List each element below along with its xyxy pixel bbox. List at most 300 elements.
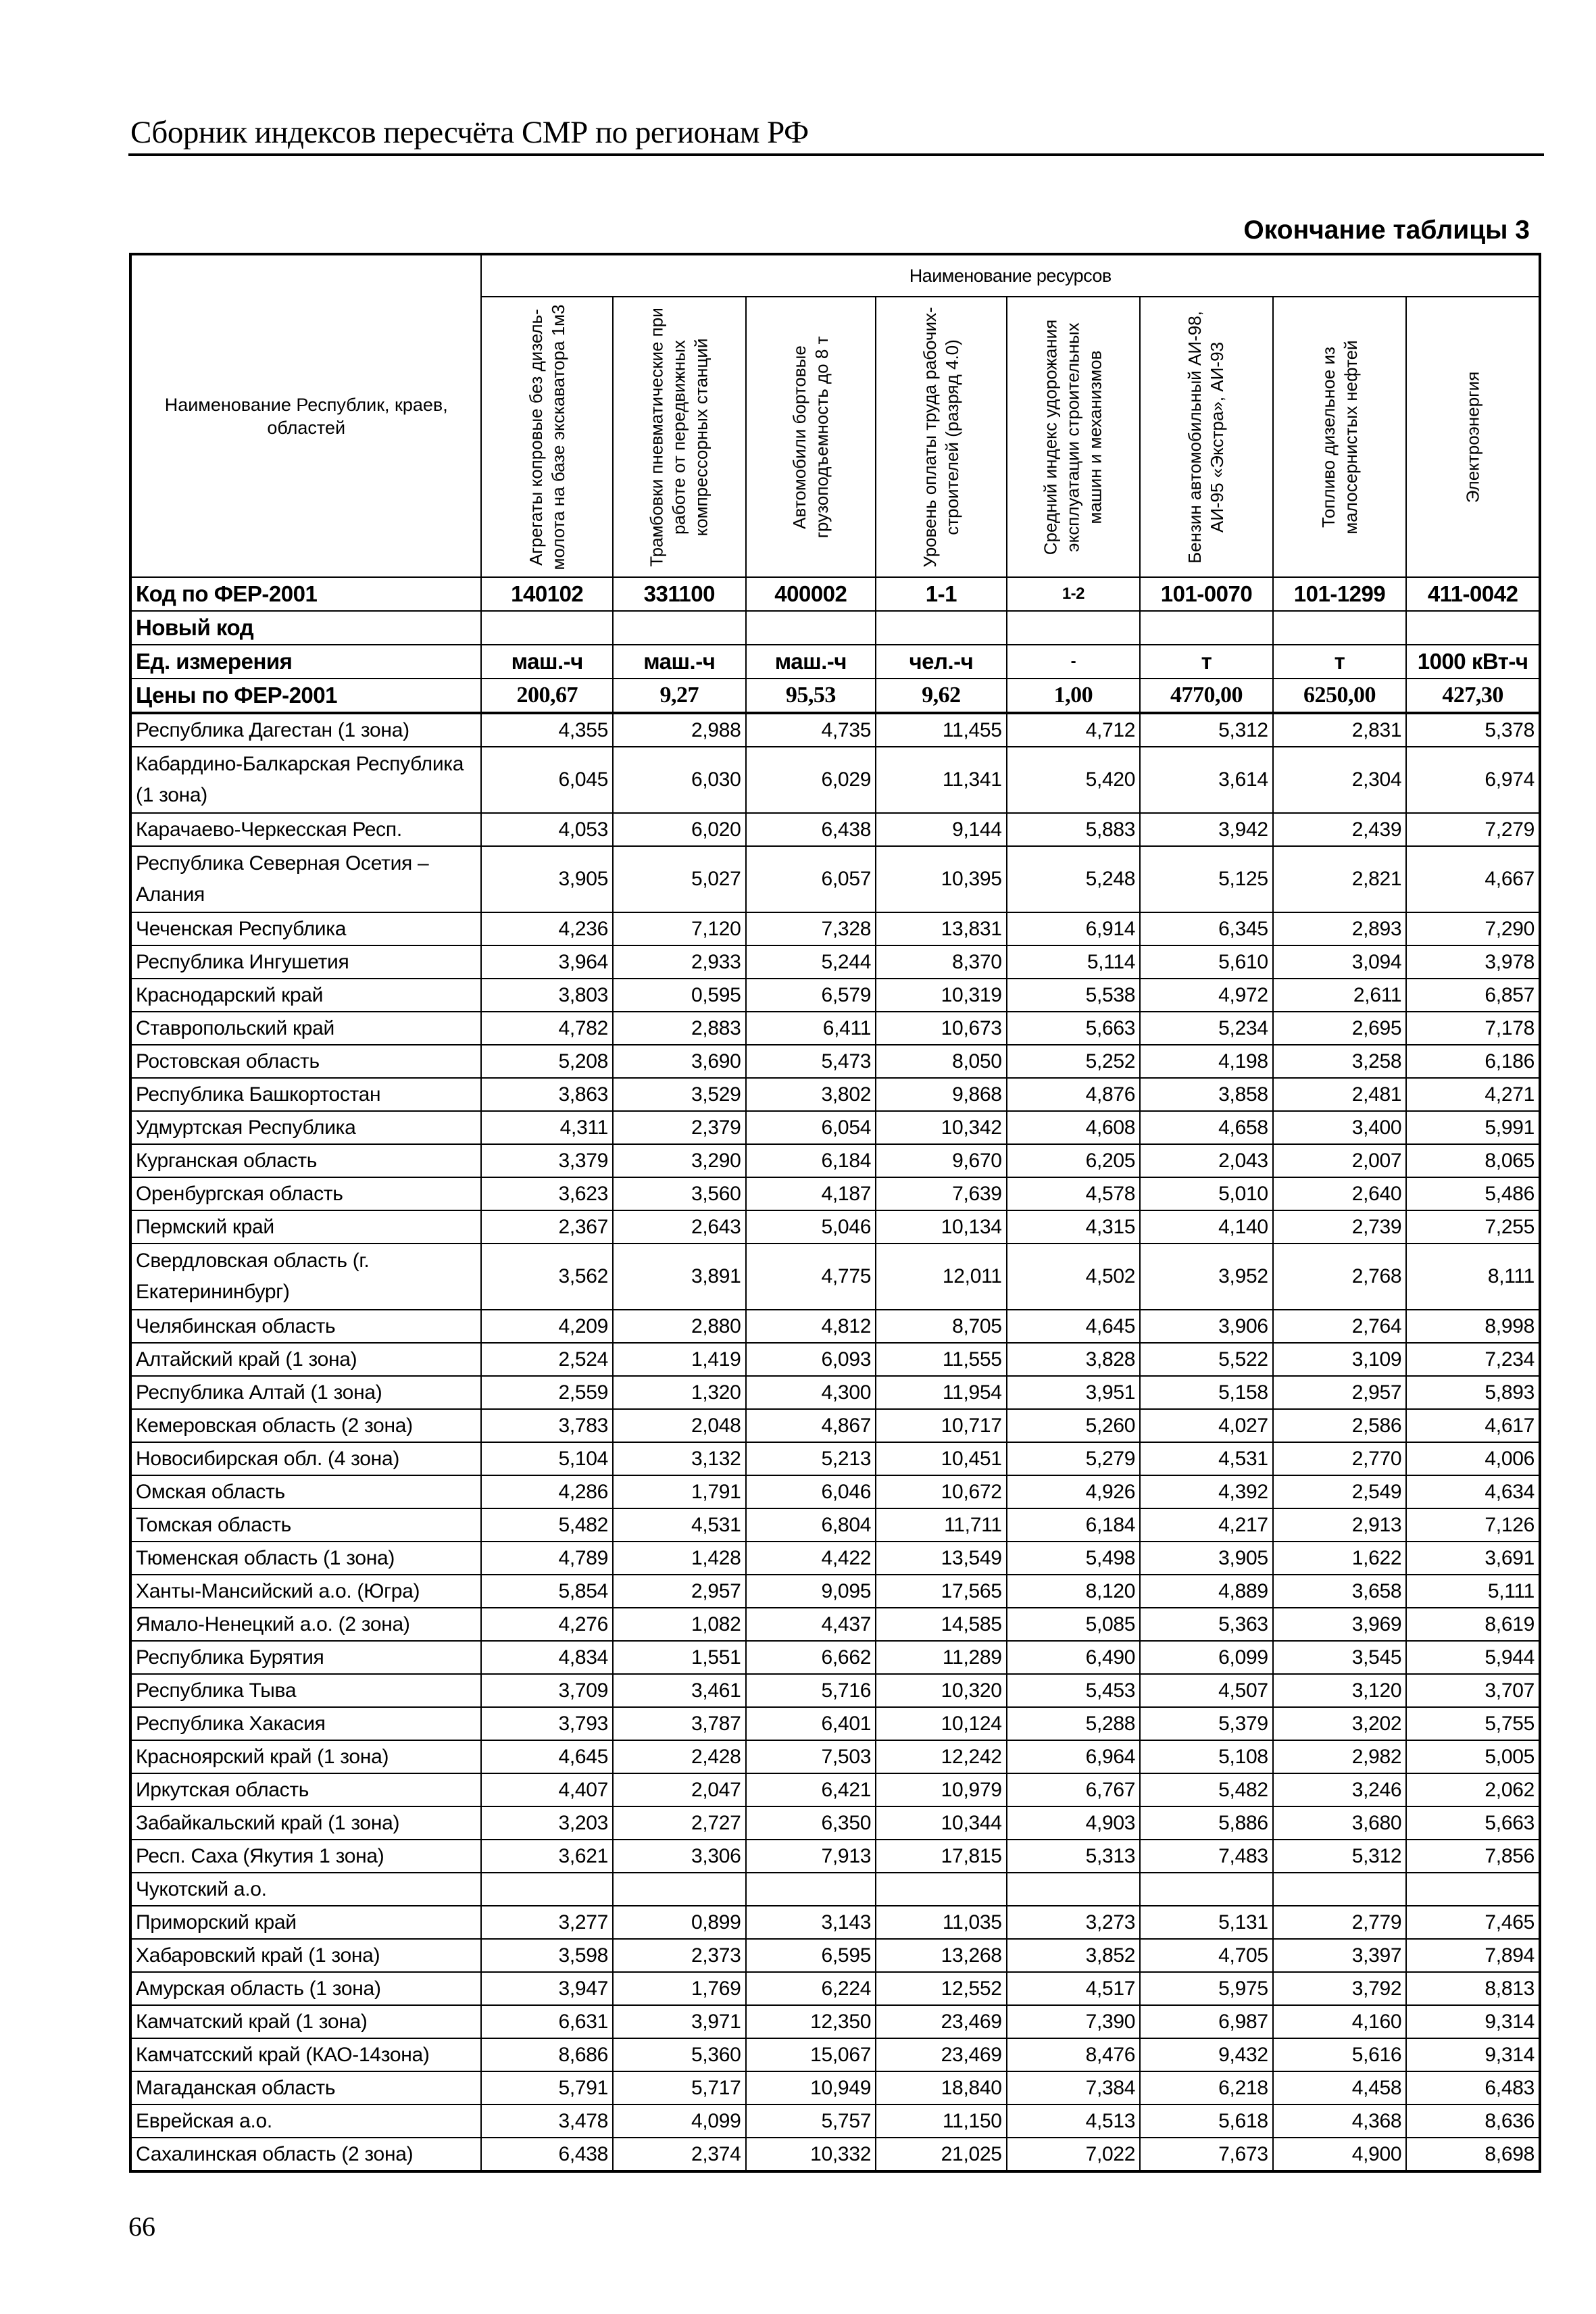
index-value: 3,258 — [1273, 1045, 1407, 1078]
table-row — [130, 1972, 1540, 2005]
region-name: Пермский край — [130, 1210, 481, 1244]
index-value: 3,680 — [1273, 1806, 1407, 1840]
region-name: Республика Тыва — [130, 1674, 481, 1707]
index-value: 2,047 — [613, 1773, 746, 1806]
index-value: 4,276 — [481, 1608, 613, 1641]
index-value: 2,048 — [613, 1409, 746, 1442]
resource-header: Электроэнергия — [1406, 297, 1540, 577]
index-value: 3,787 — [613, 1707, 746, 1740]
index-value: 5,716 — [746, 1674, 876, 1707]
index-value: 17,815 — [876, 1840, 1007, 1873]
index-value: 23,469 — [876, 2005, 1007, 2038]
region-name: Камчатсский край (КАО-14зона) — [130, 2038, 481, 2071]
index-value: 12,552 — [876, 1972, 1007, 2005]
index-value: 11,289 — [876, 1641, 1007, 1674]
index-value: 2,695 — [1273, 1012, 1407, 1045]
index-value: 5,104 — [481, 1442, 613, 1475]
index-value: 2,611 — [1273, 979, 1407, 1012]
index-value: 2,768 — [1273, 1244, 1407, 1310]
table-row — [130, 846, 1540, 912]
index-value: 6,184 — [1007, 1508, 1141, 1542]
table-row — [130, 1111, 1540, 1144]
index-value: 3,803 — [481, 979, 613, 1012]
index-value: 1,419 — [613, 1343, 746, 1376]
table-row — [130, 2038, 1540, 2071]
index-value: 5,131 — [1140, 1906, 1273, 1939]
index-value: 3,690 — [613, 1045, 746, 1078]
region-name: Алтайский край (1 зона) — [130, 1343, 481, 1376]
index-value: 6,411 — [746, 1012, 876, 1045]
index-value: 1,551 — [613, 1641, 746, 1674]
index-value: 5,538 — [1007, 979, 1141, 1012]
index-value: 8,698 — [1406, 2138, 1540, 2171]
index-value — [1140, 1873, 1273, 1906]
index-value: 7,856 — [1406, 1840, 1540, 1873]
index-value: 3,598 — [481, 1939, 613, 1972]
index-value: 5,498 — [1007, 1542, 1141, 1575]
index-value: 3,709 — [481, 1674, 613, 1707]
index-value: 10,451 — [876, 1442, 1007, 1475]
index-value: 10,949 — [746, 2071, 876, 2104]
region-name: Кабардино-Балкарская Республика (1 зона) — [130, 747, 481, 813]
price-cell: 200,67 — [481, 679, 613, 713]
region-name: Республика Башкортостан — [130, 1078, 481, 1111]
region-name: Томская область — [130, 1508, 481, 1542]
price-cell: 4770,00 — [1140, 679, 1273, 713]
index-value: 5,453 — [1007, 1674, 1141, 1707]
index-value: 5,312 — [1273, 1840, 1407, 1873]
unit-cell: чел.-ч — [876, 645, 1007, 679]
index-value: 6,857 — [1406, 979, 1540, 1012]
page-number: 66 — [128, 2211, 155, 2242]
index-value: 7,673 — [1140, 2138, 1273, 2171]
table-row — [130, 2104, 1540, 2138]
index-value: 3,891 — [613, 1244, 746, 1310]
index-value — [746, 1873, 876, 1906]
index-value: 8,370 — [876, 945, 1007, 979]
region-name: Чеченская Республика — [130, 912, 481, 945]
code-cell: 101-1299 — [1273, 577, 1407, 611]
resource-header: Автомобили бортовые грузоподъемность до 8 т — [746, 297, 876, 577]
index-value: 10,395 — [876, 846, 1007, 912]
index-value: 5,158 — [1140, 1376, 1273, 1409]
index-value: 2,428 — [613, 1740, 746, 1773]
index-value: 3,858 — [1140, 1078, 1273, 1111]
code-cell: 140102 — [481, 577, 613, 611]
table-row — [130, 713, 1540, 747]
region-name: Забайкальский край (1 зона) — [130, 1806, 481, 1840]
table-row — [130, 1012, 1540, 1045]
index-value: 2,643 — [613, 1210, 746, 1244]
index-value: 1,769 — [613, 1972, 746, 2005]
region-name: Чукотский а.о. — [130, 1873, 481, 1906]
index-value: 6,438 — [746, 813, 876, 846]
index-value: 3,905 — [1140, 1542, 1273, 1575]
index-table — [129, 253, 1541, 2173]
region-name: Республика Дагестан (1 зона) — [130, 713, 481, 747]
unit-cell: маш.-ч — [481, 645, 613, 679]
index-value: 5,085 — [1007, 1608, 1141, 1641]
index-value: 7,255 — [1406, 1210, 1540, 1244]
resource-header: Уровень оплаты труда рабочих-строителей (разряд 4.0) — [876, 297, 1007, 577]
index-value: 7,279 — [1406, 813, 1540, 846]
index-value: 10,344 — [876, 1806, 1007, 1840]
index-value: 5,260 — [1007, 1409, 1141, 1442]
index-value: 4,876 — [1007, 1078, 1141, 1111]
code-cell: 400002 — [746, 577, 876, 611]
new-code-cell — [1273, 611, 1407, 645]
index-value: 6,490 — [1007, 1641, 1141, 1674]
index-value: 10,979 — [876, 1773, 1007, 1806]
index-value: 4,667 — [1406, 846, 1540, 912]
region-name: Еврейская а.о. — [130, 2104, 481, 2138]
index-value: 4,531 — [1140, 1442, 1273, 1475]
region-name: Карачаево-Черкесская Респ. — [130, 813, 481, 846]
index-value: 2,880 — [613, 1310, 746, 1343]
unit-label: Ед. измерения — [130, 645, 481, 679]
index-value: 5,312 — [1140, 713, 1273, 747]
index-value: 8,998 — [1406, 1310, 1540, 1343]
index-value: 3,793 — [481, 1707, 613, 1740]
index-value: 11,954 — [876, 1376, 1007, 1409]
index-value: 5,420 — [1007, 747, 1141, 813]
index-value: 5,379 — [1140, 1707, 1273, 1740]
index-value: 3,802 — [746, 1078, 876, 1111]
index-value: 6,438 — [481, 2138, 613, 2171]
index-value: 3,707 — [1406, 1674, 1540, 1707]
index-value: 2,727 — [613, 1806, 746, 1840]
table-row — [130, 1840, 1540, 1873]
region-name: Оренбургская область — [130, 1177, 481, 1210]
table-row — [130, 1144, 1540, 1177]
index-value: 5,244 — [746, 945, 876, 979]
index-value: 6,054 — [746, 1111, 876, 1144]
index-value: 10,673 — [876, 1012, 1007, 1045]
index-value: 5,854 — [481, 1575, 613, 1608]
index-value: 4,867 — [746, 1409, 876, 1442]
table-row — [130, 912, 1540, 945]
index-value: 15,067 — [746, 2038, 876, 2071]
index-value: 5,378 — [1406, 713, 1540, 747]
region-name: Республика Алтай (1 зона) — [130, 1376, 481, 1409]
index-value: 14,585 — [876, 1608, 1007, 1641]
index-value: 2,373 — [613, 1939, 746, 1972]
index-value: 2,988 — [613, 713, 746, 747]
index-value: 3,203 — [481, 1806, 613, 1840]
index-value: 3,828 — [1007, 1343, 1141, 1376]
index-value: 10,320 — [876, 1674, 1007, 1707]
table-row — [130, 1939, 1540, 1972]
table-row — [130, 1740, 1540, 1773]
index-value: 3,783 — [481, 1409, 613, 1442]
index-value: 4,422 — [746, 1542, 876, 1575]
index-value: 10,124 — [876, 1707, 1007, 1740]
region-name: Сахалинская область (2 зона) — [130, 2138, 481, 2171]
index-value: 4,217 — [1140, 1508, 1273, 1542]
index-value: 5,486 — [1406, 1177, 1540, 1210]
resource-header: Агрегаты копровые без дизель-молота на базе экскаватора 1м3 — [481, 297, 613, 577]
index-value: 6,029 — [746, 747, 876, 813]
index-value: 3,273 — [1007, 1906, 1141, 1939]
index-value: 5,757 — [746, 2104, 876, 2138]
index-value: 3,952 — [1140, 1244, 1273, 1310]
index-value: 6,595 — [746, 1939, 876, 1972]
index-value: 4,355 — [481, 713, 613, 747]
index-value: 9,868 — [876, 1078, 1007, 1111]
index-value: 3,964 — [481, 945, 613, 979]
index-value: 5,663 — [1406, 1806, 1540, 1840]
index-value: 4,053 — [481, 813, 613, 846]
index-value: 6,345 — [1140, 912, 1273, 945]
index-value: 4,972 — [1140, 979, 1273, 1012]
index-value: 5,610 — [1140, 945, 1273, 979]
table-row — [130, 1773, 1540, 1806]
index-value: 4,617 — [1406, 1409, 1540, 1442]
index-value: 4,658 — [1140, 1111, 1273, 1144]
index-value: 10,717 — [876, 1409, 1007, 1442]
index-value: 4,300 — [746, 1376, 876, 1409]
index-value: 12,350 — [746, 2005, 876, 2038]
index-value: 6,030 — [613, 747, 746, 813]
index-value: 4,705 — [1140, 1939, 1273, 1972]
index-value: 3,863 — [481, 1078, 613, 1111]
index-value: 9,314 — [1406, 2005, 1540, 2038]
index-value: 4,812 — [746, 1310, 876, 1343]
new-code-row — [130, 611, 1540, 645]
region-name: Камчатский край (1 зона) — [130, 2005, 481, 2038]
table-caption: Окончание таблицы 3 — [1243, 216, 1530, 245]
index-value: 4,437 — [746, 1608, 876, 1641]
region-name: Респ. Саха (Якутия 1 зона) — [130, 1840, 481, 1873]
index-value: 4,392 — [1140, 1475, 1273, 1508]
index-value: 13,549 — [876, 1542, 1007, 1575]
index-value: 5,213 — [746, 1442, 876, 1475]
region-name: Республика Хакасия — [130, 1707, 481, 1740]
index-value: 11,150 — [876, 2104, 1007, 2138]
region-name: Республика Ингушетия — [130, 945, 481, 979]
index-value: 8,686 — [481, 2038, 613, 2071]
index-value: 7,639 — [876, 1177, 1007, 1210]
index-value: 4,502 — [1007, 1244, 1141, 1310]
index-value — [876, 1873, 1007, 1906]
table-row — [130, 2071, 1540, 2104]
table-row — [130, 813, 1540, 846]
new-code-cell — [1406, 611, 1540, 645]
index-value: 6,046 — [746, 1475, 876, 1508]
index-value: 6,224 — [746, 1972, 876, 2005]
index-value — [1007, 1873, 1141, 1906]
index-value: 2,586 — [1273, 1409, 1407, 1442]
index-value: 7,913 — [746, 1840, 876, 1873]
price-cell: 9,62 — [876, 679, 1007, 713]
index-value: 5,234 — [1140, 1012, 1273, 1045]
index-value: 5,755 — [1406, 1707, 1540, 1740]
index-value — [1273, 1873, 1407, 1906]
index-value: 4,187 — [746, 1177, 876, 1210]
index-value: 6,579 — [746, 979, 876, 1012]
index-value: 3,951 — [1007, 1376, 1141, 1409]
index-value: 3,852 — [1007, 1939, 1141, 1972]
code-cell: 331100 — [613, 577, 746, 611]
index-value: 8,111 — [1406, 1244, 1540, 1310]
index-value: 2,831 — [1273, 713, 1407, 747]
index-value: 13,268 — [876, 1939, 1007, 1972]
index-value: 3,120 — [1273, 1674, 1407, 1707]
index-value: 6,020 — [613, 813, 746, 846]
index-value — [481, 1873, 613, 1906]
table-row — [130, 1310, 1540, 1343]
index-value: 2,007 — [1273, 1144, 1407, 1177]
index-value: 2,982 — [1273, 1740, 1407, 1773]
region-name: Удмуртская Республика — [130, 1111, 481, 1144]
index-value: 3,306 — [613, 1840, 746, 1873]
meta-rows — [130, 577, 1540, 713]
table-row — [130, 2005, 1540, 2038]
index-value: 6,987 — [1140, 2005, 1273, 2038]
region-name: Республика Бурятия — [130, 1641, 481, 1674]
index-value: 9,314 — [1406, 2038, 1540, 2071]
index-value: 5,893 — [1406, 1376, 1540, 1409]
index-value: 3,691 — [1406, 1542, 1540, 1575]
index-value: 4,782 — [481, 1012, 613, 1045]
new-code-label: Новый код — [130, 611, 481, 645]
index-value: 3,792 — [1273, 1972, 1407, 2005]
index-value: 8,065 — [1406, 1144, 1540, 1177]
index-value: 2,304 — [1273, 747, 1407, 813]
index-value: 2,481 — [1273, 1078, 1407, 1111]
index-value: 3,971 — [613, 2005, 746, 2038]
index-value: 3,545 — [1273, 1641, 1407, 1674]
index-value: 4,775 — [746, 1244, 876, 1310]
table-row — [130, 945, 1540, 979]
index-value: 3,658 — [1273, 1575, 1407, 1608]
index-value: 3,132 — [613, 1442, 746, 1475]
index-value: 9,144 — [876, 813, 1007, 846]
index-value: 4,198 — [1140, 1045, 1273, 1078]
region-name: Приморский край — [130, 1906, 481, 1939]
price-cell: 6250,00 — [1273, 679, 1407, 713]
index-value: 5,886 — [1140, 1806, 1273, 1840]
index-value: 2,379 — [613, 1111, 746, 1144]
table-row — [130, 979, 1540, 1012]
index-value: 5,363 — [1140, 1608, 1273, 1641]
index-value: 3,290 — [613, 1144, 746, 1177]
index-value: 2,367 — [481, 1210, 613, 1244]
table-row — [130, 1608, 1540, 1641]
index-value: 7,126 — [1406, 1508, 1540, 1542]
index-value: 7,390 — [1007, 2005, 1141, 2038]
index-value: 3,379 — [481, 1144, 613, 1177]
index-value: 4,140 — [1140, 1210, 1273, 1244]
index-value: 1,791 — [613, 1475, 746, 1508]
unit-cell: - — [1007, 645, 1141, 679]
price-label: Цены по ФЕР-2001 — [130, 679, 481, 713]
new-code-cell — [613, 611, 746, 645]
index-value: 3,529 — [613, 1078, 746, 1111]
new-code-cell — [1140, 611, 1273, 645]
index-value: 2,913 — [1273, 1508, 1407, 1542]
index-value: 6,804 — [746, 1508, 876, 1542]
index-value: 3,246 — [1273, 1773, 1407, 1806]
index-value: 6,205 — [1007, 1144, 1141, 1177]
table-row — [130, 1409, 1540, 1442]
index-value: 4,517 — [1007, 1972, 1141, 2005]
index-value: 8,705 — [876, 1310, 1007, 1343]
index-value: 6,401 — [746, 1707, 876, 1740]
index-value: 5,125 — [1140, 846, 1273, 912]
region-name: Краснодарский край — [130, 979, 481, 1012]
index-value: 4,903 — [1007, 1806, 1141, 1840]
index-value: 3,109 — [1273, 1343, 1407, 1376]
index-value: 5,288 — [1007, 1707, 1141, 1740]
index-value: 4,712 — [1007, 713, 1141, 747]
index-value: 2,821 — [1273, 846, 1407, 912]
index-value: 11,455 — [876, 713, 1007, 747]
index-value: 5,522 — [1140, 1343, 1273, 1376]
index-value: 11,341 — [876, 747, 1007, 813]
index-value: 4,900 — [1273, 2138, 1407, 2171]
table-row — [130, 1806, 1540, 1840]
index-value: 4,458 — [1273, 2071, 1407, 2104]
index-value: 4,507 — [1140, 1674, 1273, 1707]
index-value: 4,407 — [481, 1773, 613, 1806]
unit-cell: 1000 кВт-ч — [1406, 645, 1540, 679]
region-name: Челябинская область — [130, 1310, 481, 1343]
resource-header: Бензин автомобильный АИ-98, АИ-95 «Экстра», АИ-93 — [1140, 297, 1273, 577]
index-value: 5,883 — [1007, 813, 1141, 846]
index-value: 3,478 — [481, 2104, 613, 2138]
index-value: 8,050 — [876, 1045, 1007, 1078]
index-value: 2,374 — [613, 2138, 746, 2171]
new-code-cell — [746, 611, 876, 645]
index-value: 2,549 — [1273, 1475, 1407, 1508]
index-value: 2,779 — [1273, 1906, 1407, 1939]
index-value: 8,120 — [1007, 1575, 1141, 1608]
index-value: 5,482 — [1140, 1773, 1273, 1806]
index-value: 5,791 — [481, 2071, 613, 2104]
resource-header: Средний индекс удорожания эксплуатации строительных машин и механизмов — [1007, 297, 1141, 577]
price-row — [130, 679, 1540, 713]
header-rule — [128, 153, 1544, 156]
unit-cell: маш.-ч — [613, 645, 746, 679]
index-value: 4,889 — [1140, 1575, 1273, 1608]
index-value: 7,178 — [1406, 1012, 1540, 1045]
index-value: 4,209 — [481, 1310, 613, 1343]
index-value: 5,208 — [481, 1045, 613, 1078]
index-value: 5,991 — [1406, 1111, 1540, 1144]
region-name: Республика Северная Осетия – Алания — [130, 846, 481, 912]
index-value: 4,271 — [1406, 1078, 1540, 1111]
index-value: 3,461 — [613, 1674, 746, 1707]
index-value: 3,562 — [481, 1244, 613, 1310]
index-value — [613, 1873, 746, 1906]
unit-cell: т — [1273, 645, 1407, 679]
index-value: 4,834 — [481, 1641, 613, 1674]
table-header — [130, 254, 1540, 577]
code-cell: 1-1 — [876, 577, 1007, 611]
index-value: 8,476 — [1007, 2038, 1141, 2071]
price-cell: 9,27 — [613, 679, 746, 713]
index-value: 3,942 — [1140, 813, 1273, 846]
index-value: 5,252 — [1007, 1045, 1141, 1078]
index-value: 3,905 — [481, 846, 613, 912]
table-row — [130, 1078, 1540, 1111]
index-value: 4,513 — [1007, 2104, 1141, 2138]
index-value: 3,094 — [1273, 945, 1407, 979]
index-value: 2,739 — [1273, 1210, 1407, 1244]
table-row — [130, 1475, 1540, 1508]
index-value: 4,735 — [746, 713, 876, 747]
